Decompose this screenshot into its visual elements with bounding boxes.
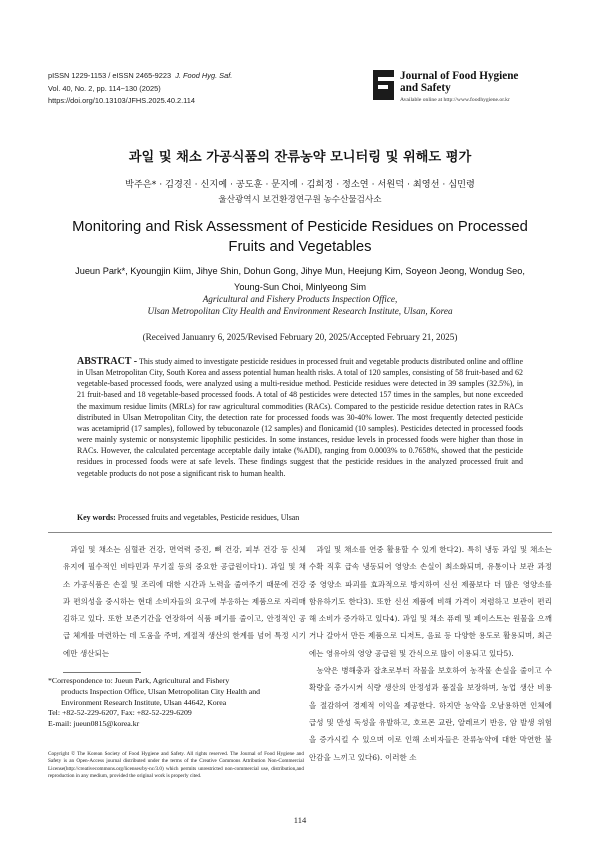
abstract — [77, 356, 523, 479]
received-dates: (Received Januanry 6, 2025/Revised February 20, 2025/Accepted February 21, 2025) — [142, 332, 458, 342]
korean-authors: 박주은* · 김경진 · 신지예 · 공도훈 · 문지예 · 김희정 · 정소연 · 서원덕 · 최영선 · 심민령 — [125, 179, 475, 190]
english-affiliation — [60, 294, 540, 317]
page-number: 114 — [293, 815, 307, 825]
keywords-label: Key words: — [77, 513, 116, 522]
logo-subtitle[interactable]: Available online at http://www.foodhygiene.or.kr — [400, 97, 510, 103]
footnote-divider — [63, 672, 141, 673]
copyright-notice: Copyright © The Korean Society of Food Hygiene and Safety. All rights reserved. The Journal of Food Hygiene and Safety is an Open-Access journal distributed under the terms of the Creative Commons Attribution Non-Commercial License(http://creativecommons.org/licenses/by-nc/3.0) which permits unrestricted non-commercial use, distribution,and reproduction in any medium, provided the original work is properly cited. — [48, 751, 304, 780]
korean-title: 과일 및 채소 가공식품의 잔류농약 모니터링 및 위해도 평가 — [128, 150, 472, 165]
body-paragraph: 과일 및 채소는 심혈관 건강, 면역력 증진, 뼈 건강, 피부 건강 등 신체 유지에 필수적인 비타민과 무기질 등의 중요한 공급원이다1). 과일 및 채소 가공식품은 손질 및 조리에 대한 시간과 노력을 줄여주기 때문에 건강과 편의성을 중시하는 현대 소비자들의 요구에 부응하는 제품으로 자리매김하고 있다. 또한 보존기간을 연장하여 식품 폐기를 줄이고, 안정적인 공급 체계를 마련하는 데 도움을 주며, 계절적 생산의 한계를 넘어 특정 시기에만 생산되는 — [63, 545, 306, 658]
body-column-right — [309, 541, 552, 766]
body-paragraph: 농약은 병해충과 잡초로부터 작물을 보호하여 농작물 손실을 줄이고 수확량을 증가시켜 식량 생산의 안정성과 품질을 보장하며, 농업 생산 비용을 절감하여 경제적 이익을 제공한다. 하지만 농약을 오남용하면 인체에 급성 및 만성 독성을 유발하고, 호르몬 교란, 알레르기 반응, 암 발생 위험을 증가시킬 수 있으며 이로 인해 소비자들은 잔류농약에 대한 막연한 불안감을 느끼고 있다6). 이러한 소 — [309, 666, 552, 762]
affiliation-line2: Ulsan Metropolitan City Health and Environment Research Institute, Ulsan, Korea — [147, 305, 453, 316]
keywords-text: Processed fruits and vegetables, Pesticide residues, Ulsan — [117, 513, 300, 522]
journal-abbrev: J. Food Hyg. Saf. — [175, 71, 233, 80]
body-column-left — [63, 541, 306, 662]
korean-affiliation: 울산광역시 보건환경연구원 농수산물검사소 — [218, 195, 382, 205]
affiliation-line1: Agricultural and Fishery Products Inspection Office, — [202, 294, 398, 304]
footnote-tel: Tel: +82-52-229-6207, Fax: +82-52-229-6209 — [48, 708, 192, 718]
divider — [48, 532, 552, 533]
journal-logo-icon — [368, 70, 394, 100]
body-paragraph: 과일 및 채소를 연중 활용할 수 있게 한다2). 특히 냉동 과일 및 채소는 수확 직후 급속 냉동되어 영양소 손실이 최소화되며, 유통이나 보관 과정 중 영양소 파괴를 효과적으로 방지하여 신선 제품보다 더 많은 영양소를 함유하기도 한다3). 또한 신선 제품에 비해 가격이 저렴하고 보관이 편리해 소비가 증가하고 있다4). 과일 및 채소 퓨레 및 페이스트는 원물을 으깨거나 갈아서 만든 제품으로 디저트, 음료 등 다양한 용도로 활용되며, 최근에는 영유아의 영양 공급원 및 간식으로 많이 이용되고 있다5). — [309, 545, 552, 658]
keywords — [77, 513, 523, 522]
abstract-label: ABSTRACT - — [77, 356, 138, 367]
footnote-email[interactable]: E-mail: jueun0815@korea.kr — [48, 719, 140, 729]
english-title: Monitoring and Risk Assessment of Pesticide Residues on Processed Fruits and Vegetables — [72, 219, 528, 255]
footnote-line3: Environment Research Institute, Ulsan 44642, Korea — [61, 697, 227, 707]
logo-title-line1: Journal of Food Hygiene — [400, 70, 519, 82]
issn: pISSN 1229-1153 / eISSN 2465-9223 — [48, 71, 172, 80]
footnote-line1: *Correspondence to: Jueun Park, Agricultural and Fishery — [48, 676, 230, 685]
doi-link[interactable]: https://doi.org/10.13103/JFHS.2025.40.2.114 — [48, 96, 195, 105]
page-header — [48, 70, 560, 110]
journal-meta — [48, 70, 232, 108]
abstract-text: This study aimed to investigate pesticide residues in processed fruit and vegetable products distributed online and offline in Ulsan Metropolitan City, South Korea and assess potential human health risks. A total of 120 samples, consisting of 58 fruit-based and 62 vegetable-based processed foods, were analyzed using a multi-residue method. Pesticide residues were detected in 39 samples (32.5%), in 21 fruit-based and 18 vegetable-based processed foods. A total of 48 pesticides were detected 157 times in the samples, but none exceeded the maximum residue limits (MRLs) for raw agricultural commodities (RACs). Compared to the pesticide residue detection rates in RACs distributed in Ulsan Metropolitan City, the detection rate for processed foods was 30-40% lower. The most frequently detected pesticide was acetamiprid (17 samples), followed by tebuconazole (12 samples) and flonicamid (10 samples). Pesticides detected in processed foods were mainly systemic or nonsystemic lipophilic pesticides. In some instances, residue levels in processed foods were higher than those in RACs. However, the calculated percentage acceptable daily intake (%ADI), ranging from 0.0003% to 0.7658%, showed that the pesticide residues in processed foods were at safe levels. These findings suggest that the pesticide residues in the analyzed processed fruit and vegetable products do not pose a significant risk to human health. — [77, 357, 523, 478]
volume-info: Vol. 40, No. 2, pp. 114~130 (2025) — [48, 83, 161, 93]
journal-logo — [368, 70, 518, 103]
correspondence-footnote — [48, 676, 304, 730]
footnote-line2: products Inspection Office, Ulsan Metropolitan City Health and — [61, 686, 261, 696]
english-authors: Jueun Park*, Kyoungjin Kiim, Jihye Shin, Dohun Gong, Jihye Mun, Heejung Kim, Soyeon Jeong, Wondug Seo, Young-Sun Choi, Minlyeong Sim — [75, 266, 525, 292]
logo-title-line2: and Safety — [400, 82, 451, 94]
